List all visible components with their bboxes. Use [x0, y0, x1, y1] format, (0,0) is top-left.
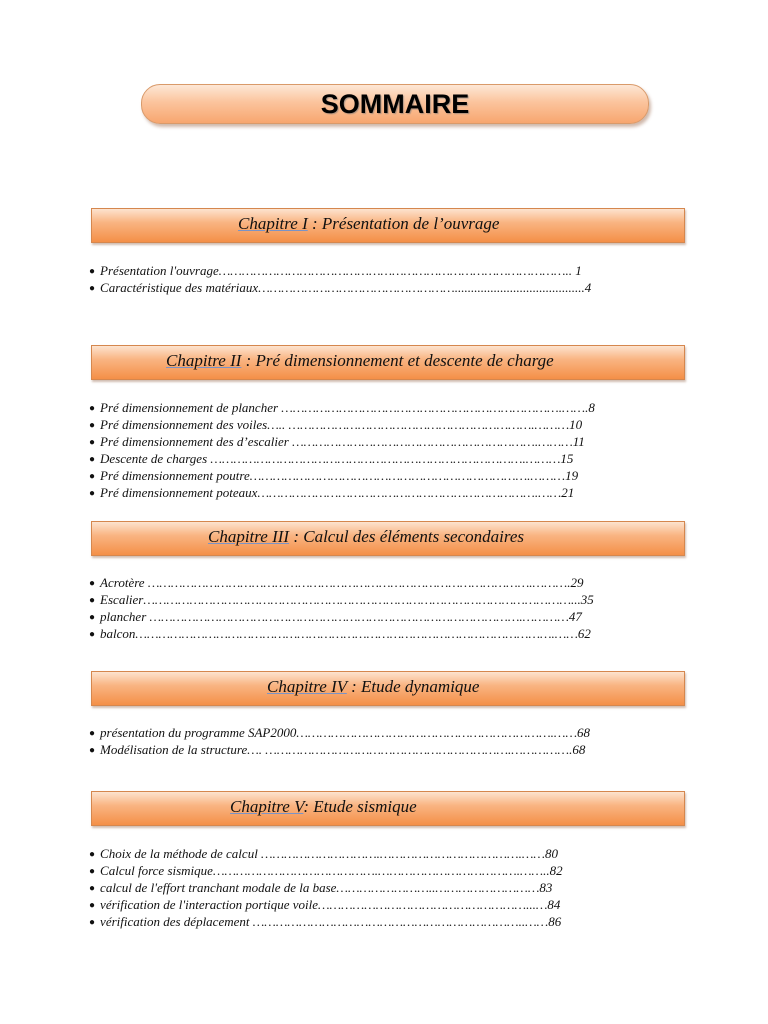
list-item: ● vérification des déplacement ……………………………………………………………..……86 — [89, 914, 562, 929]
list-item: ● Pré dimensionnement poteaux……………………………………………………………….……21 — [89, 485, 575, 500]
chapter-5-header — [91, 791, 685, 826]
chapter-4-entries — [89, 724, 699, 758]
list-item: ● Choix de la méthode de calcul ………………………….……………………………….……80 — [89, 846, 558, 861]
list-item: ● Modélisation de la structure…. ……………………………………………………….…………….68 — [89, 742, 586, 757]
page-title: SOMMAIRE — [320, 89, 470, 119]
bullet-icon: ● — [89, 437, 96, 448]
chapter-number: Chapitre III — [208, 527, 290, 546]
list-item: ● plancher …………………………………………………………………………………….…………47 — [89, 609, 582, 624]
bullet-icon: ● — [89, 612, 96, 623]
bullet-icon: ● — [89, 420, 96, 431]
list-item: ● Pré dimensionnement des voiles….. ……………………………………………………….………10 — [89, 417, 583, 432]
list-item: ● Calcul force sismique…………………………………….……………………………….……..82 — [89, 863, 563, 878]
list-item: ● calcul de l'effort tranchant modale de la base……………………..………………………83 — [89, 880, 553, 895]
bullet-icon: ● — [89, 595, 96, 606]
chapter-title: : Pré dimensionnement et descente de charge — [241, 351, 554, 370]
list-item: ● vérification de l'interaction portique voile………………………………………………...…84 — [89, 897, 561, 912]
bullet-icon: ● — [89, 629, 96, 640]
bullet-icon: ● — [89, 488, 96, 499]
bullet-icon: ● — [89, 745, 96, 756]
chapter-number: Chapitre I — [238, 214, 308, 233]
bullet-icon: ● — [89, 266, 96, 277]
bullet-icon: ● — [89, 917, 96, 928]
chapter-1-header — [91, 208, 685, 243]
bullet-icon: ● — [89, 454, 96, 465]
chapter-1-entries — [89, 262, 699, 296]
bullet-icon: ● — [89, 283, 96, 294]
chapter-title: : Etude dynamique — [346, 677, 480, 696]
list-item: ● Pré dimensionnement de plancher ……………………………………………………………….…….8 — [89, 400, 595, 415]
list-item: ● Caractéristique des matériaux……………………………………………........................................4 — [89, 280, 592, 295]
chapter-3-header — [91, 521, 685, 556]
title-banner — [141, 84, 649, 124]
bullet-icon: ● — [89, 849, 96, 860]
chapter-title: : Présentation de l’ouvrage — [307, 214, 500, 233]
list-item: ● Descente de charges ……………………………………………………………………….………15 — [89, 451, 574, 466]
chapter-5-entries — [89, 845, 699, 930]
chapter-2-entries — [89, 399, 699, 501]
chapter-4-header — [91, 671, 685, 706]
bullet-icon: ● — [89, 900, 96, 911]
bullet-icon: ● — [89, 578, 96, 589]
bullet-icon: ● — [89, 728, 96, 739]
chapter-2-header — [91, 345, 685, 380]
list-item: ● balcon……………………………………………………………………………………………….……62 — [89, 626, 591, 641]
bullet-icon: ● — [89, 883, 96, 894]
list-item: ● présentation du programme SAP2000………………………………………………………….……68 — [89, 725, 591, 740]
list-item: ● Pré dimensionnement des d’escalier ……………………………………………………….………11 — [89, 434, 585, 449]
chapter-3-entries — [89, 574, 699, 642]
list-item: ● Escalier…………………………………………………………………………………………………...35 — [89, 592, 594, 607]
chapter-number: Chapitre V — [230, 797, 304, 816]
list-item: ● Acrotère ……………………………………………………………………………………….……….29 — [89, 575, 584, 590]
list-item: ● Présentation l'ouvrage……………………………………………………………………………….. 1 — [89, 263, 582, 278]
chapter-title: : Etude sismique — [303, 797, 417, 816]
chapter-title: : Calcul des éléments secondaires — [289, 527, 525, 546]
bullet-icon: ● — [89, 866, 96, 877]
bullet-icon: ● — [89, 471, 96, 482]
list-item: ● Pré dimensionnement poutre……………………………………………………………….………19 — [89, 468, 579, 483]
chapter-number: Chapitre IV — [267, 677, 347, 696]
bullet-icon: ● — [89, 403, 96, 414]
chapter-number: Chapitre II — [166, 351, 242, 370]
